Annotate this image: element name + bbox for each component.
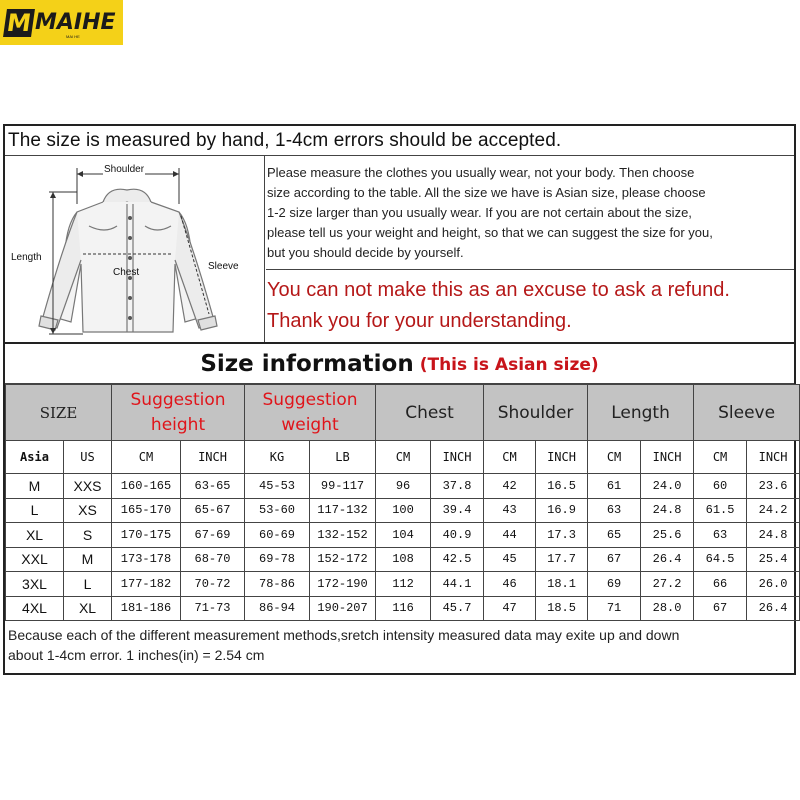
table-cell: 45.7 [431,596,484,621]
header-chest: Chest [376,385,484,441]
instruction-line: size according to the table. All the size we have is Asian size, please choose [267,185,706,200]
footer-note [5,620,794,673]
table-cell: 18.1 [536,572,588,597]
instruction-line: please tell us your weight and height, so that we can suggest the size for you, [267,225,713,240]
table-cell: 16.5 [536,474,588,499]
table-cell: XS [64,498,112,523]
size-info-title: Size information [200,350,414,377]
unit-header: LB [310,441,376,474]
table-cell: 173-178 [112,547,181,572]
header-shoulder: Shoulder [484,385,588,441]
unit-header: INCH [747,441,800,474]
table-cell: 16.9 [536,498,588,523]
header-sleeve: Sleeve [694,385,800,441]
table-cell: 64.5 [694,547,747,572]
table-cell: 45 [484,547,536,572]
header-weight: Suggestion weight [245,385,376,441]
table-cell: 68-70 [181,547,245,572]
table-cell: 172-190 [310,572,376,597]
table-row [6,547,800,572]
table-cell: 42 [484,474,536,499]
unit-header: INCH [431,441,484,474]
table-cell: 44 [484,523,536,548]
table-cell: 37.8 [431,474,484,499]
table-cell: 28.0 [641,596,694,621]
label-shoulder: Shoulder [104,164,145,175]
shirt-illustration [5,156,264,342]
logo-mark: M [3,9,35,37]
table-cell: 165-170 [112,498,181,523]
table-cell: L [64,572,112,597]
table-cell: M [64,547,112,572]
table-cell: XL [6,523,64,548]
unit-header: KG [245,441,310,474]
unit-header: INCH [181,441,245,474]
table-cell: 45-53 [245,474,310,499]
table-row [6,523,800,548]
unit-header: CM [694,441,747,474]
table-cell: 3XL [6,572,64,597]
table-cell: 42.5 [431,547,484,572]
table-cell: XL [64,596,112,621]
table-cell: 63 [588,498,641,523]
table-cell: 65 [588,523,641,548]
table-cell: 96 [376,474,431,499]
table-unit-header [6,441,800,474]
table-cell: 17.7 [536,547,588,572]
table-cell: M [6,474,64,499]
unit-header: CM [484,441,536,474]
unit-header: CM [588,441,641,474]
header-size: SIZE [6,385,112,441]
table-cell: 116 [376,596,431,621]
table-cell: 104 [376,523,431,548]
table-cell: 26.4 [747,596,800,621]
size-info-heading [5,342,794,384]
table-cell: 39.4 [431,498,484,523]
table-cell: S [64,523,112,548]
table-cell: 71-73 [181,596,245,621]
table-cell: 40.9 [431,523,484,548]
instruction-line: Please measure the clothes you usually wear, not your body. Then choose [267,165,695,180]
table-cell: 117-132 [310,498,376,523]
table-cell: 70-72 [181,572,245,597]
table-cell: 46 [484,572,536,597]
table-cell: 78-86 [245,572,310,597]
table-cell: XXS [64,474,112,499]
header-height: Suggestion height [112,385,245,441]
instruction-line: 1-2 size larger than you usually wear. If you are not certain about the size, [267,205,692,220]
size-table [5,384,800,621]
instruction-line: but you should decide by yourself. [267,245,464,260]
table-cell: 53-60 [245,498,310,523]
table-cell: 66 [694,572,747,597]
table-cell: 99-117 [310,474,376,499]
table-cell: 67 [588,547,641,572]
table-cell: 86-94 [245,596,310,621]
footer-line: Because each of the different measurement methods,sretch intensity measured data may exite up and down [8,627,680,643]
measurement-instructions [266,157,794,270]
table-cell: 17.3 [536,523,588,548]
table-row [6,474,800,499]
table-cell: XXL [6,547,64,572]
table-cell: 23.6 [747,474,800,499]
table-cell: 27.2 [641,572,694,597]
table-cell: 65-67 [181,498,245,523]
unit-header: CM [376,441,431,474]
header-length: Length [588,385,694,441]
table-cell: 25.6 [641,523,694,548]
table-cell: 190-207 [310,596,376,621]
shirt-diagram [5,156,265,342]
unit-header: US [64,441,112,474]
label-sleeve: Sleeve [208,261,239,272]
table-cell: 152-172 [310,547,376,572]
table-cell: 69 [588,572,641,597]
unit-header: INCH [641,441,694,474]
refund-line: You can not make this as an excuse to ask a refund. [267,279,730,301]
table-cell: 47 [484,596,536,621]
table-group-header [6,385,800,441]
table-cell: 177-182 [112,572,181,597]
table-cell: 24.2 [747,498,800,523]
table-cell: 4XL [6,596,64,621]
unit-header: INCH [536,441,588,474]
table-cell: 24.0 [641,474,694,499]
size-chart [3,124,796,675]
table-cell: 69-78 [245,547,310,572]
label-chest: Chest [113,267,140,278]
logo-wordmark: MAIHE [35,10,116,35]
table-cell: 63-65 [181,474,245,499]
size-rows [6,474,800,621]
refund-warning [266,271,794,343]
refund-line: Thank you for your understanding. [267,310,572,332]
table-cell: 67 [694,596,747,621]
table-cell: 71 [588,596,641,621]
table-cell: 25.4 [747,547,800,572]
table-cell: 24.8 [747,523,800,548]
unit-header: Asia [6,441,64,474]
table-cell: 108 [376,547,431,572]
table-cell: 63 [694,523,747,548]
size-info-subtitle: (This is Asian size) [419,355,599,375]
table-cell: 67-69 [181,523,245,548]
table-cell: 60-69 [245,523,310,548]
table-cell: 170-175 [112,523,181,548]
table-cell: 26.4 [641,547,694,572]
logo-subtext: MAI HE [66,34,80,39]
table-cell: 132-152 [310,523,376,548]
table-cell: 181-186 [112,596,181,621]
table-cell: 26.0 [747,572,800,597]
table-cell: 112 [376,572,431,597]
measurement-notice: The size is measured by hand, 1-4cm errors should be accepted. [5,126,794,156]
table-cell: 160-165 [112,474,181,499]
table-cell: 24.8 [641,498,694,523]
table-row [6,572,800,597]
table-row [6,498,800,523]
table-cell: 100 [376,498,431,523]
table-row [6,596,800,621]
footer-line: about 1-4cm error. 1 inches(in) = 2.54 cm [8,647,265,663]
table-cell: 44.1 [431,572,484,597]
table-cell: 60 [694,474,747,499]
table-cell: 43 [484,498,536,523]
unit-header: CM [112,441,181,474]
brand-logo [0,0,123,45]
table-cell: L [6,498,64,523]
table-cell: 18.5 [536,596,588,621]
label-length: Length [11,252,42,263]
table-cell: 61.5 [694,498,747,523]
table-cell: 61 [588,474,641,499]
